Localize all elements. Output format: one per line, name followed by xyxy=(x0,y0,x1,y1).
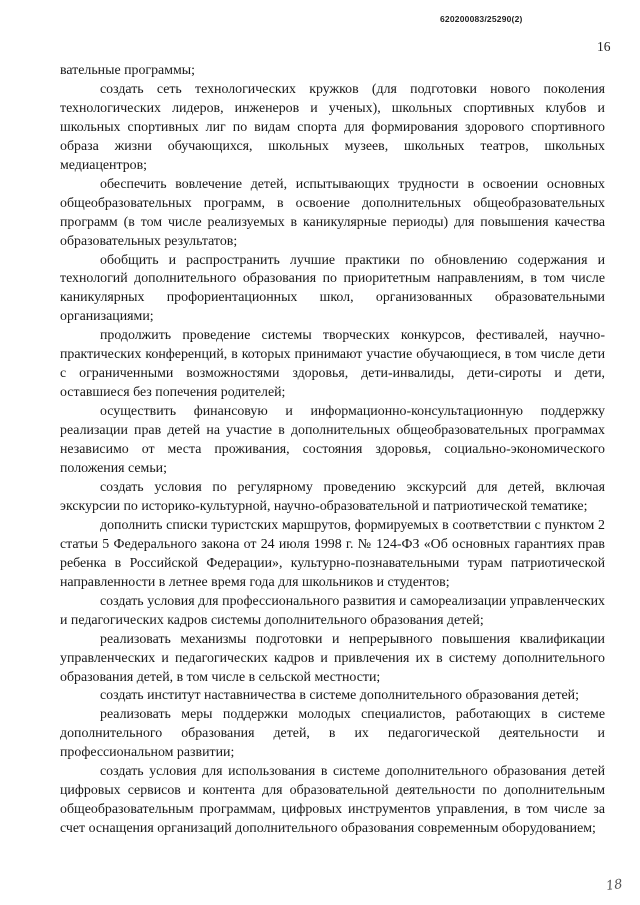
document-body xyxy=(60,62,605,839)
paragraph: создать институт наставничества в системе дополнительного образования детей; xyxy=(100,688,579,704)
paragraph: реализовать механизмы подготовки и непрерывного повышения квалификации управленческих и педагогических кадров и привлечения их в систему дополнительного образования детей, в том числе в сельской местности; xyxy=(60,631,605,685)
paragraph: обобщить и распространить лучшие практики по обновлению содержания и технологий дополнительного образования по приоритетным направлениям, в том числе каникулярных профориентационных школ, организованных образовательными организациями; xyxy=(60,252,605,325)
paragraph: вательные программы; xyxy=(60,63,195,78)
handwritten-page-mark: 18 xyxy=(605,876,624,895)
paragraph: создать сеть технологических кружков (для подготовки нового поколения технологических лидеров, инженеров и ученых), школьных спортивных клубов и школьных спортивных лиг по видам спорта для формирования здорового спортивного образа жизни обучающихся, школьных музеев, школьных театров, школьных медиацентров; xyxy=(60,81,605,173)
paragraph: дополнить списки туристских маршрутов, формируемых в соответствии с пунктом 2 статьи 5 Федерального закона от 24 июля 1998 г. № 124-ФЗ «Об основных гарантиях прав ребенка в Российской Федерации», культурно-познавательными турам патриотической направленности в летнее время года для школьников и студентов; xyxy=(60,517,605,590)
paragraph: продолжить проведение системы творческих конкурсов, фестивалей, научно-практических конференций, в которых принимают участие обучающиеся, в том числе дети с ограниченными возможностями здоровья, дети-инвалиды, дети-сироты и дети, оставшиеся без попечения родителей; xyxy=(60,328,605,401)
paragraph: осуществить финансовую и информационно-консультационную поддержку реализации прав детей на участие в дополнительных общеобразовательных программах независимо от места проживания, состояния здоровья, социально-экономического положения семьи; xyxy=(60,404,605,477)
page-number: 16 xyxy=(597,39,611,54)
paragraph: создать условия для использования в системе дополнительного образования детей цифровых сервисов и контента для образовательной деятельности по дополнительным общеобразовательным программам, цифровых инструментов управления, в том числе за счет оснащения организаций дополнительного образования современным оборудованием; xyxy=(60,764,605,837)
paragraph: обеспечить вовлечение детей, испытывающих трудности в освоении основных общеобразовательных программ, в освоение дополнительных общеобразовательных программ (в том числе реализуемых в каникулярные периоды) для повышения качества образовательных результатов; xyxy=(60,176,605,249)
document-code: 620200083/25290(2) xyxy=(440,14,523,24)
paragraph: создать условия для профессионального развития и самореализации управленческих и педагогических кадров системы дополнительного образования детей; xyxy=(60,593,605,628)
paragraph: создать условия по регулярному проведению экскурсий для детей, включая экскурсии по историко-культурной, научно-образовательной и патриотической тематике; xyxy=(60,479,605,514)
paragraph: реализовать меры поддержки молодых специалистов, работающих в системе дополнительного образования детей, в их педагогической деятельности и профессиональном развитии; xyxy=(60,707,605,761)
